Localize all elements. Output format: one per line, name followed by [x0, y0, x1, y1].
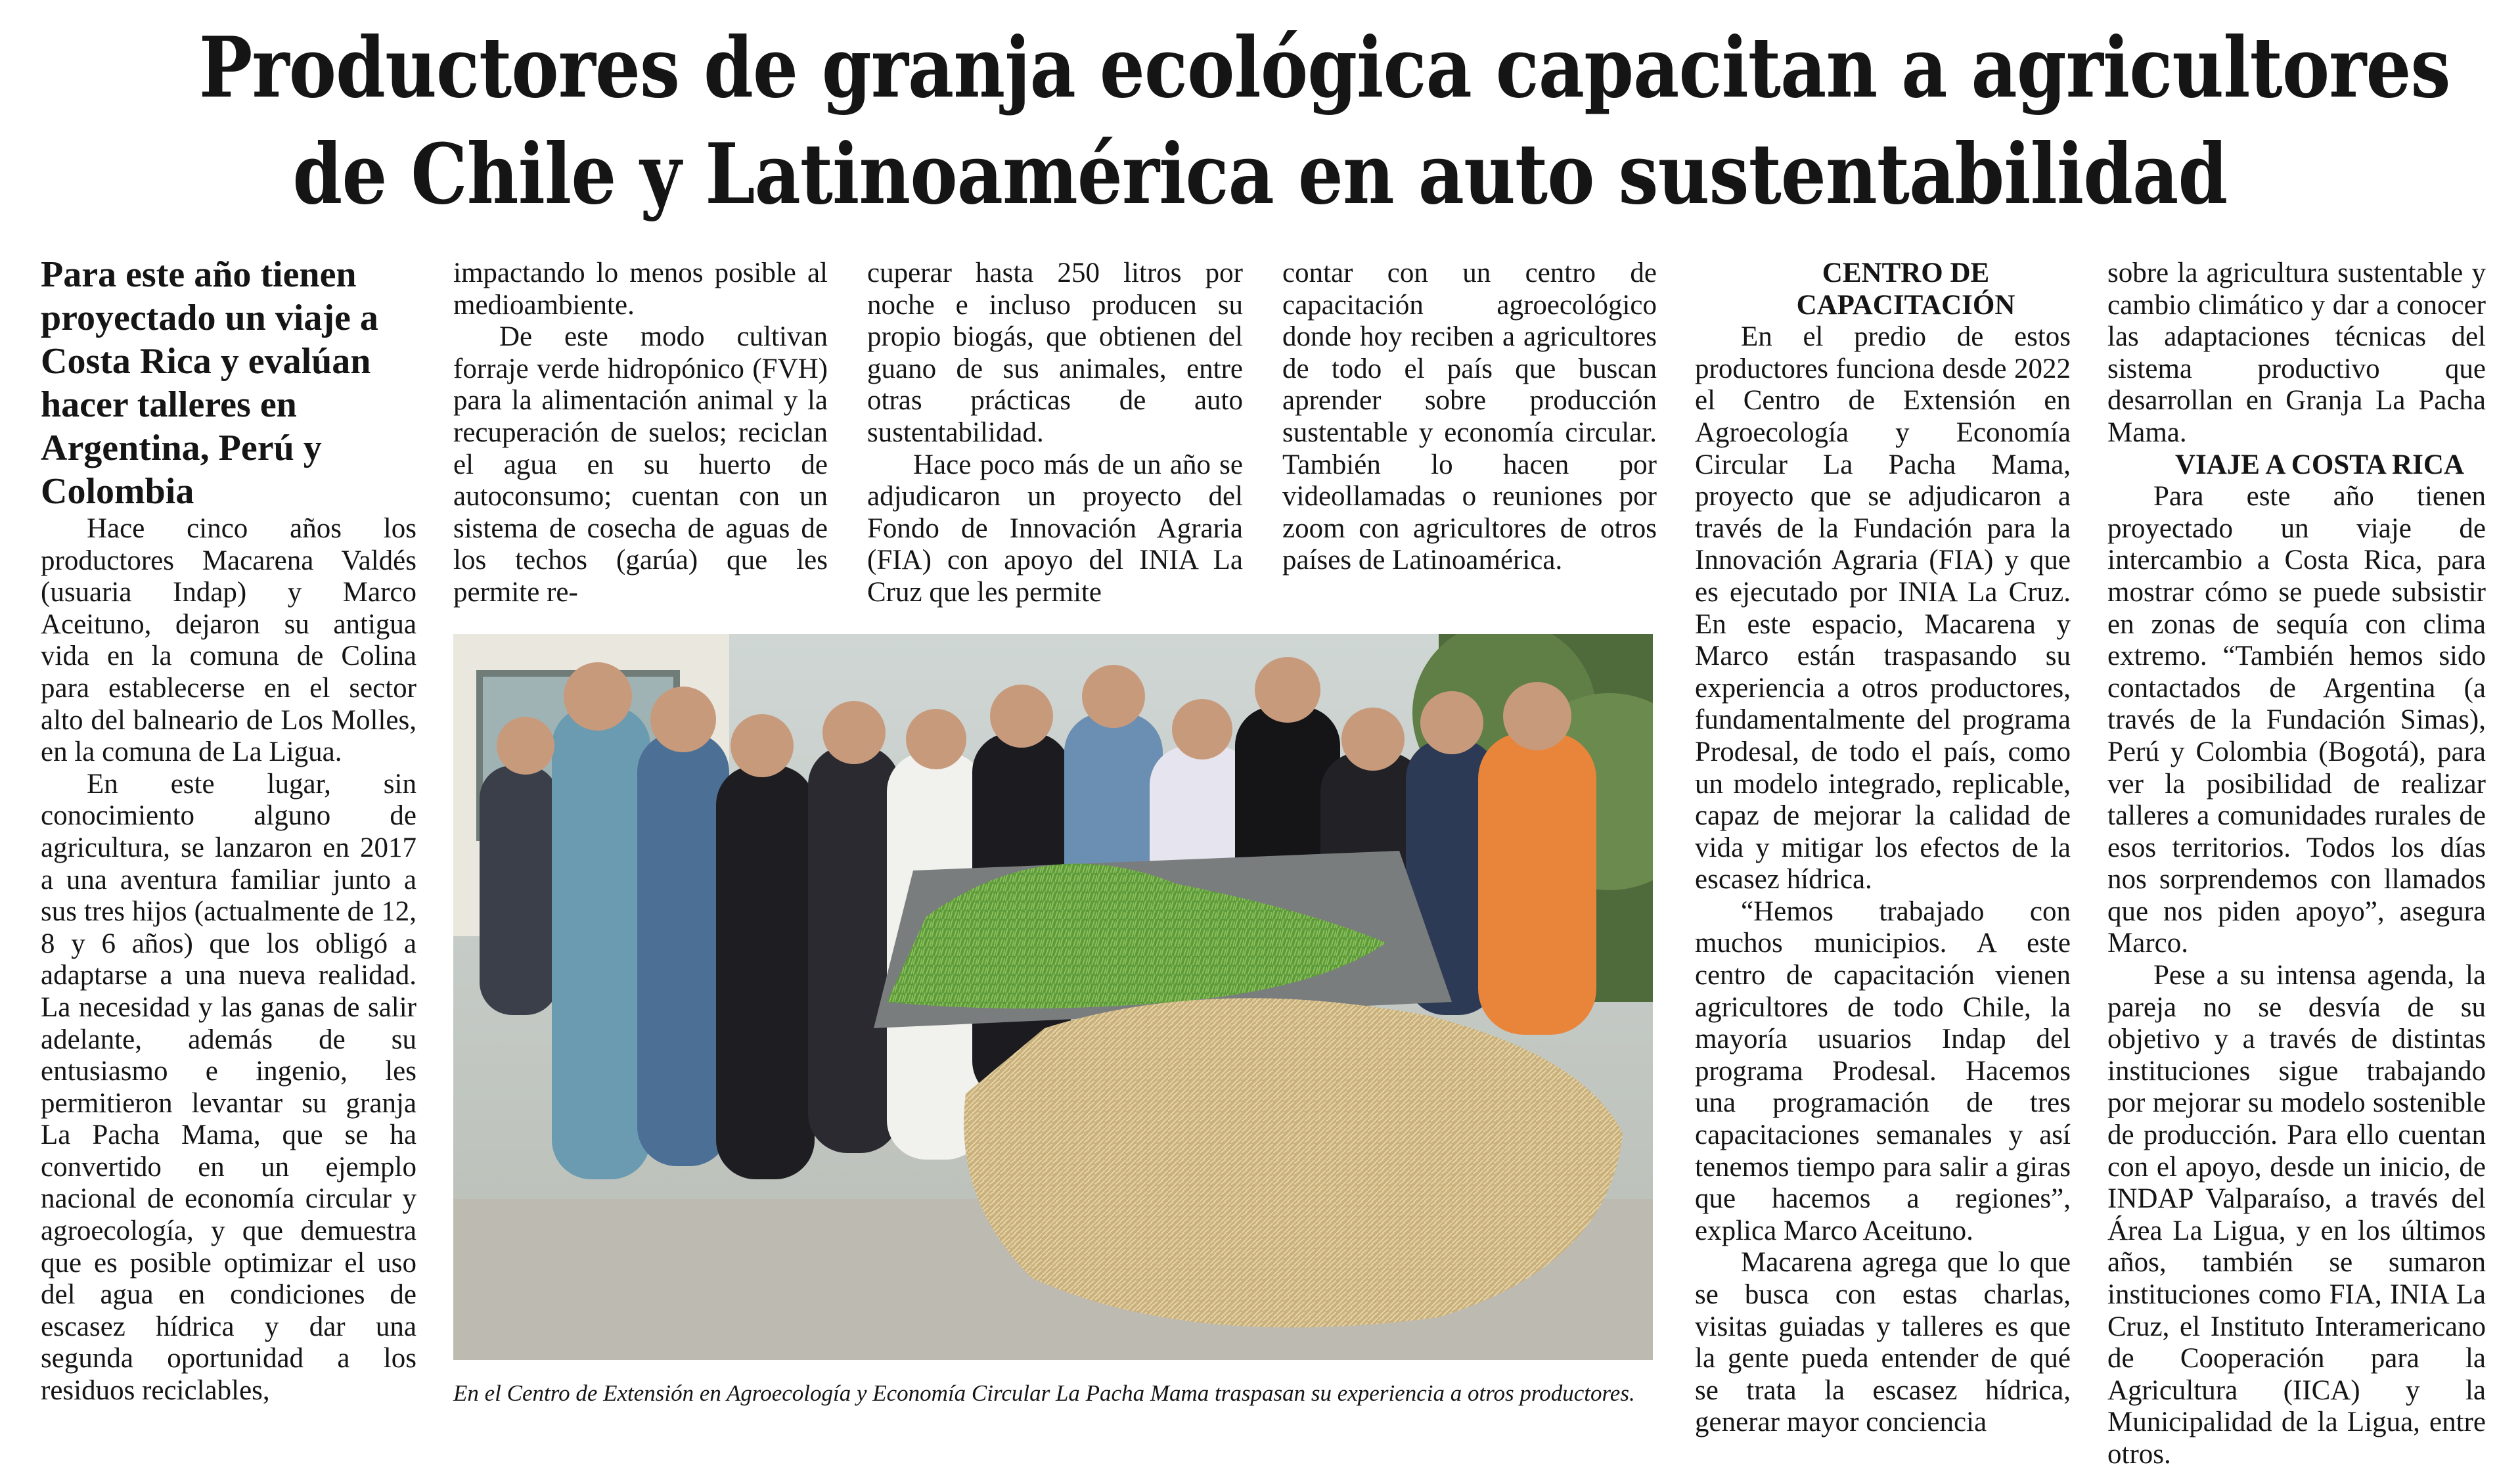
section-heading-centro-line2: CAPACITACIÓN [1796, 289, 2015, 321]
column-3 [867, 258, 1243, 609]
col6-paragraph-top: sobre la agricultura sustentable y cambio climático y dar a conocer las adaptaciones técnicas del sistema productivo que desarrollan en Granja La Pacha Mama. [2107, 258, 2486, 448]
section-heading-viaje: VIAJE A COSTA RICA [2174, 449, 2465, 480]
column-5 [1695, 258, 2071, 1439]
column-4 [1282, 258, 1657, 577]
column-1 [41, 253, 416, 1407]
headline-line-2: de Chile y Latinoamérica en auto sustentabilidad [292, 125, 2228, 223]
headline [198, 14, 2450, 227]
headline-line-1: Productores de granja ecológica capacitan a agricultores [198, 19, 2450, 116]
col5-paragraph-2: “Hemos trabajado con muchos municipios. A este centro de capacitación vienen agricultores de todo Chile, la mayoría usuarios Indap del programa Prodesal. Hacemos una programación de tres capacitaciones semanales y así tenemos tiempo para salir a giras que hacemos a regiones”, explica Marco Aceituno. [1695, 895, 2071, 1246]
col4-paragraph-1: contar con un centro de capacitación agroecológico donde hoy reciben a agricultores de todo el país que buscan aprender sobre producción sustentable y economía circular. También lo hacen por videollamadas o reuniones por zoom con agricultores de otros países de Latinoamérica. [1282, 258, 1657, 576]
col5-paragraph-3: Macarena agrega que lo que se busca con estas charlas, visitas guiadas y talleres es que la gente pueda entender de qué se trata la escasez hídrica, generar mayor conciencia [1695, 1247, 2071, 1438]
col5-paragraph-1: En el predio de estos productores funciona desde 2022 el Centro de Extensión en Agroecología y Economía Circular La Pacha Mama, proyecto que se adjudicaron a través de la Fundación para la Innovación Agraria (FIA) y que es ejecutado por INIA La Cruz. En este espacio, Macarena y Marco están traspasando su experiencia a otros productores, fundamentalmente del programa Prodesal, de todo el país, como un modelo integrado, replicable, capaz de mejorar la calidad de vida y mitigar los efectos de la escasez hídrica. [1695, 321, 2071, 895]
col6-paragraph-1: Para este año tienen proyectado un viaje de intercambio a Costa Rica, para mostrar cómo se puede subsistir en zonas de sequía con clima extremo. “También hemos sido contactados de Argentina (a través de la Fundación Simas), Perú y Colombia (Bogotá), para ver la posibilidad de realizar talleres a comunidades rurales de esos territorios. Todos los días nos sorprendemos con llamados que nos piden apoyo”, asegura Marco. [2107, 481, 2486, 959]
col3-paragraph-1: cuperar hasta 250 litros por noche e incluso producen su propio biogás, que obtienen del guano de sus animales, entre otras prácticas de auto sustentabilidad. [867, 258, 1243, 448]
col1-paragraph-2: En este lugar, sin conocimiento alguno de agricultura, se lanzaron en 2017 a una aventura familiar junto a sus tres hijos (actualmente de 12, 8 y 6 años) que los obligó a adaptarse a una nueva realidad. La necesidad y las ganas de salir adelante, además de su entusiasmo e ingenio, les permitieron levantar su granja La Pacha Mama, que se ha convertido en un ejemplo nacional de economía circular y agroecología, y que demuestra que es posible optimizar el uso del agua en condiciones de escasez hídrica y dar una segunda oportunidad a los residuos reciclables, [41, 768, 416, 1407]
group-photo-illustration [453, 634, 1653, 1360]
col3-paragraph-2: Hace poco más de un año se adjudicaron un proyecto del Fondo de Innovación Agraria (FIA) con apoyo del INIA La Cruz que les permite [867, 449, 1243, 608]
photo-caption: En el Centro de Extensión en Agroecología y Economía Circular La Pacha Mama traspasan su experiencia a otros productores. [453, 1380, 1635, 1406]
col6-paragraph-2: Pese a su intensa agenda, la pareja no se desvía de su objetivo y a través de distintas instituciones sigue trabajando por mejorar su modelo sostenible de producción. Para ello cuentan con el apoyo, desde un inicio, de INDAP Valparaíso, a través del Área La Ligua, y en los últimos años, también se sumaron instituciones como FIA, INIA La Cruz, el Instituto Interamericano de Cooperación para la Agricultura (IICA) y la Municipalidad de la Ligua, entre otros. [2107, 960, 2486, 1470]
col1-paragraph-1: Hace cinco años los productores Macarena Valdés (usuaria Indap) y Marco Aceituno, dejaron su antigua vida en la comuna de Colina para establecerse en el sector alto del balneario de Los Molles, en la comuna de La Ligua. [41, 513, 416, 768]
subheadline: Para este año tienen proyectado un viaje a Costa Rica y evalúan hacer talleres en Argentina, Perú y Colombia [41, 254, 378, 512]
article-photo [453, 634, 1653, 1360]
column-2 [453, 258, 828, 609]
col2-paragraph-2: De este modo cultivan forraje verde hidropónico (FVH) para la alimentación animal y la recuperación de suelos; reciclan el agua en su huerto de autoconsumo; cuentan con un sistema de cosecha de aguas de los techos (garúa) que les permite re- [453, 321, 828, 608]
section-heading-centro-line1: CENTRO DE [1822, 258, 1990, 288]
column-6 [2107, 258, 2486, 1471]
col2-paragraph-1: impactando lo menos posible al medioambiente. [453, 258, 828, 321]
